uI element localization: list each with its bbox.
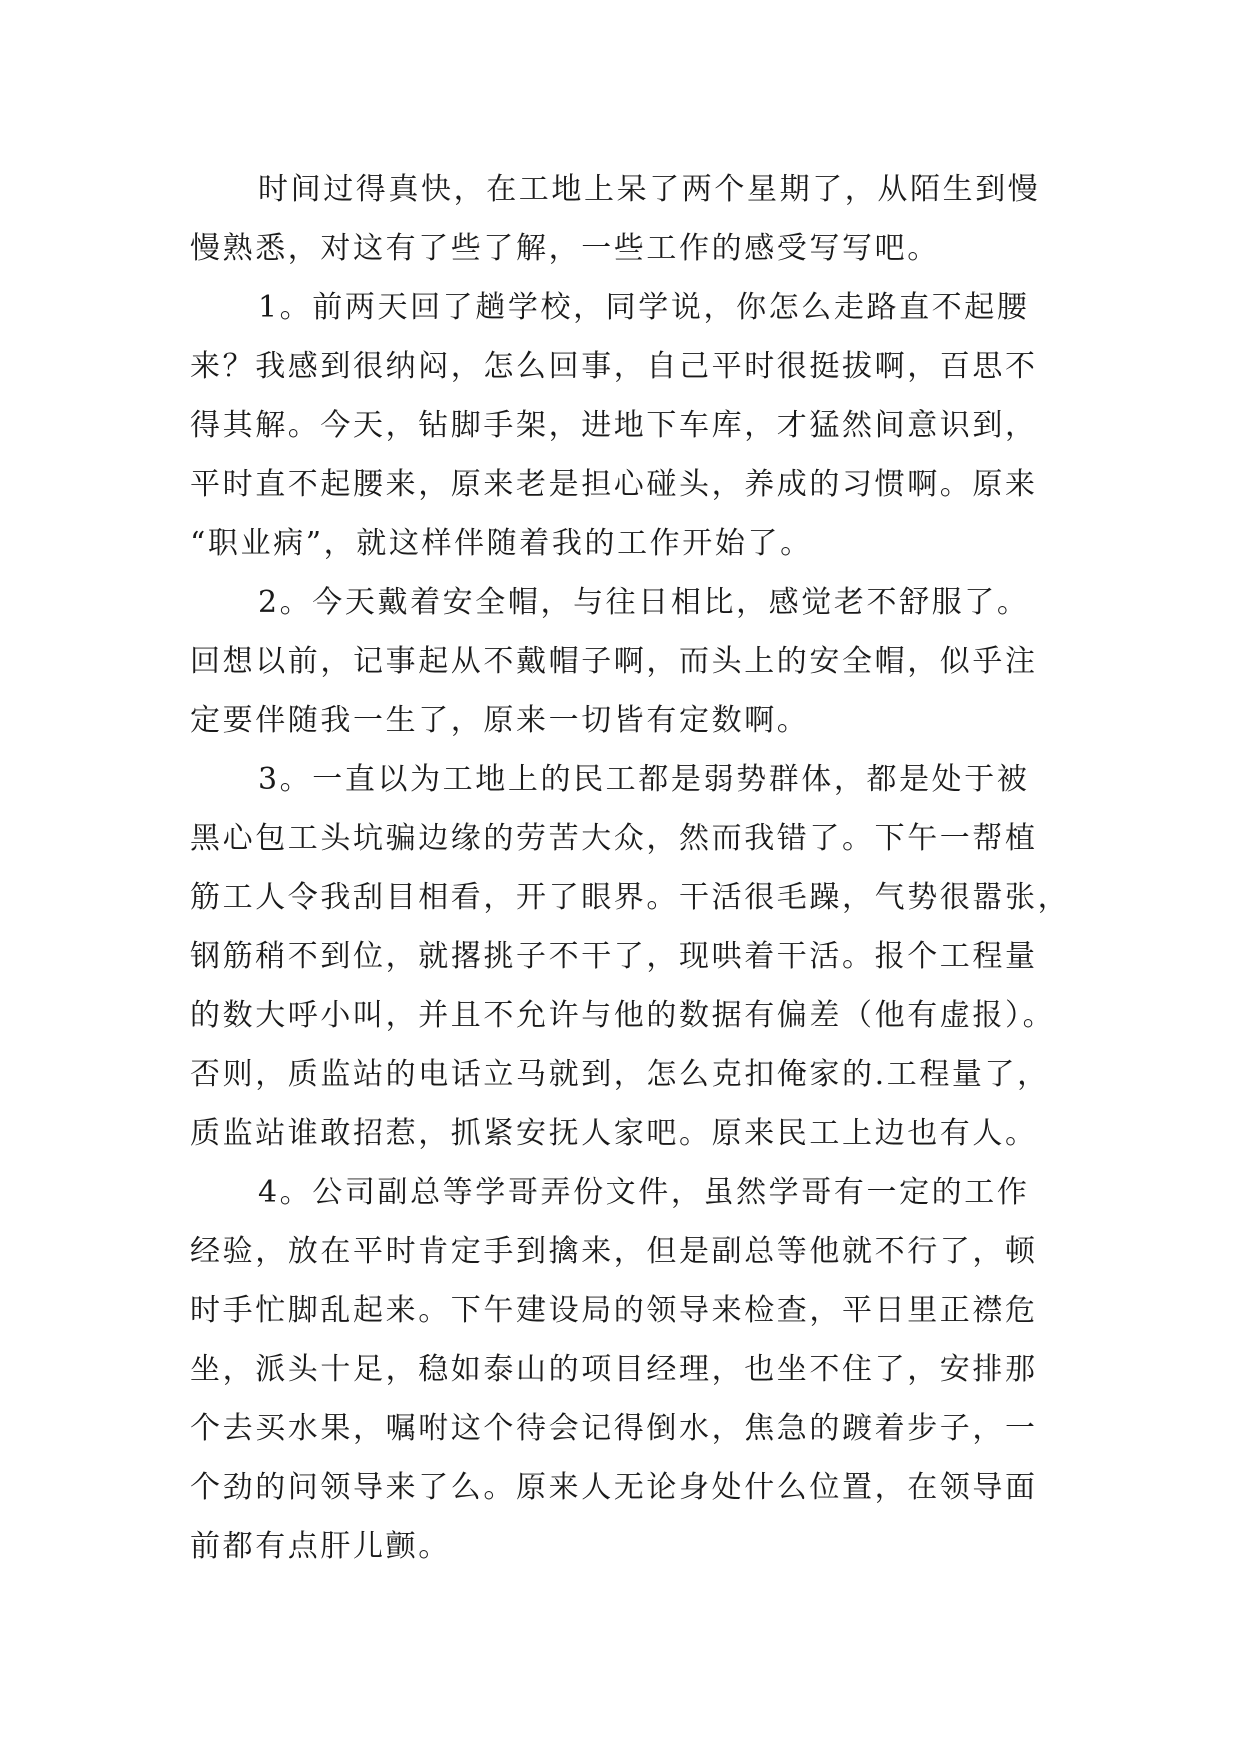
text-line: 得其解。今天，钻脚手架，进地下车库，才猛然间意识到， (190, 408, 1038, 443)
paragraph-item-1 (190, 278, 1070, 573)
text-line: “职业病”，就这样伴随着我的工作开始了。 (190, 526, 813, 561)
text-line: 来？我感到很纳闷，怎么回事，自己平时很挺拔啊，百思不 (190, 349, 1038, 384)
text-line: 钢筋稍不到位，就撂挑子不干了，现哄着干活。报个工程量 (190, 939, 1038, 974)
text-line: 坐，派头十足，稳如泰山的项目经理，也坐不住了，安排那 (190, 1352, 1038, 1387)
text-line: 3。一直以为工地上的民工都是弱势群体，都是处于被 (258, 762, 1030, 797)
text-line: 时手忙脚乱起来。下午建设局的领导来检查，平日里正襟危 (190, 1293, 1038, 1328)
text-line: 否则，质监站的电话立马就到，怎么克扣俺家的.工程量了， (190, 1057, 1050, 1092)
paragraph-intro (190, 160, 1070, 278)
text-line: 筋工人令我刮目相看，开了眼界。干活很毛躁，气势很嚣张， (190, 880, 1071, 915)
text-line: 定要伴随我一生了，原来一切皆有定数啊。 (190, 703, 810, 738)
text-line: 1。前两天回了趟学校，同学说，你怎么走路直不起腰 (258, 290, 1030, 325)
text-line: 回想以前，记事起从不戴帽子啊，而头上的安全帽，似乎注 (190, 644, 1038, 679)
text-line: 4。公司副总等学哥弄份文件，虽然学哥有一定的工作 (258, 1175, 1030, 1210)
text-line: 个劲的问领导来了么。原来人无论身处什么位置，在领导面 (190, 1470, 1038, 1505)
document-body (190, 160, 1070, 1576)
text-line: 质监站谁敢招惹，抓紧安抚人家吧。原来民工上边也有人。 (190, 1116, 1038, 1151)
text-line: 黑心包工头坑骗边缘的劳苦大众，然而我错了。下午一帮植 (190, 821, 1038, 856)
text-line: 的数大呼小叫，并且不允许与他的数据有偏差（他有虚报）。 (190, 998, 1056, 1033)
text-line: 个去买水果，嘱咐这个待会记得倒水，焦急的踱着步子，一 (190, 1411, 1038, 1446)
paragraph-item-2 (190, 573, 1070, 750)
text-line: 经验，放在平时肯定手到擒来，但是副总等他就不行了，顿 (190, 1234, 1038, 1269)
paragraph-item-3 (190, 750, 1070, 1163)
text-line: 时间过得真快，在工地上呆了两个星期了，从陌生到慢 (258, 172, 1041, 207)
text-line: 2。今天戴着安全帽，与往日相比，感觉老不舒服了。 (258, 585, 1030, 620)
text-line: 平时直不起腰来，原来老是担心碰头，养成的习惯啊。原来 (190, 467, 1038, 502)
paragraph-item-4 (190, 1163, 1070, 1576)
text-line: 慢熟悉，对这有了些了解，一些工作的感受写写吧。 (190, 231, 940, 266)
text-line: 前都有点肝儿颤。 (190, 1529, 451, 1564)
